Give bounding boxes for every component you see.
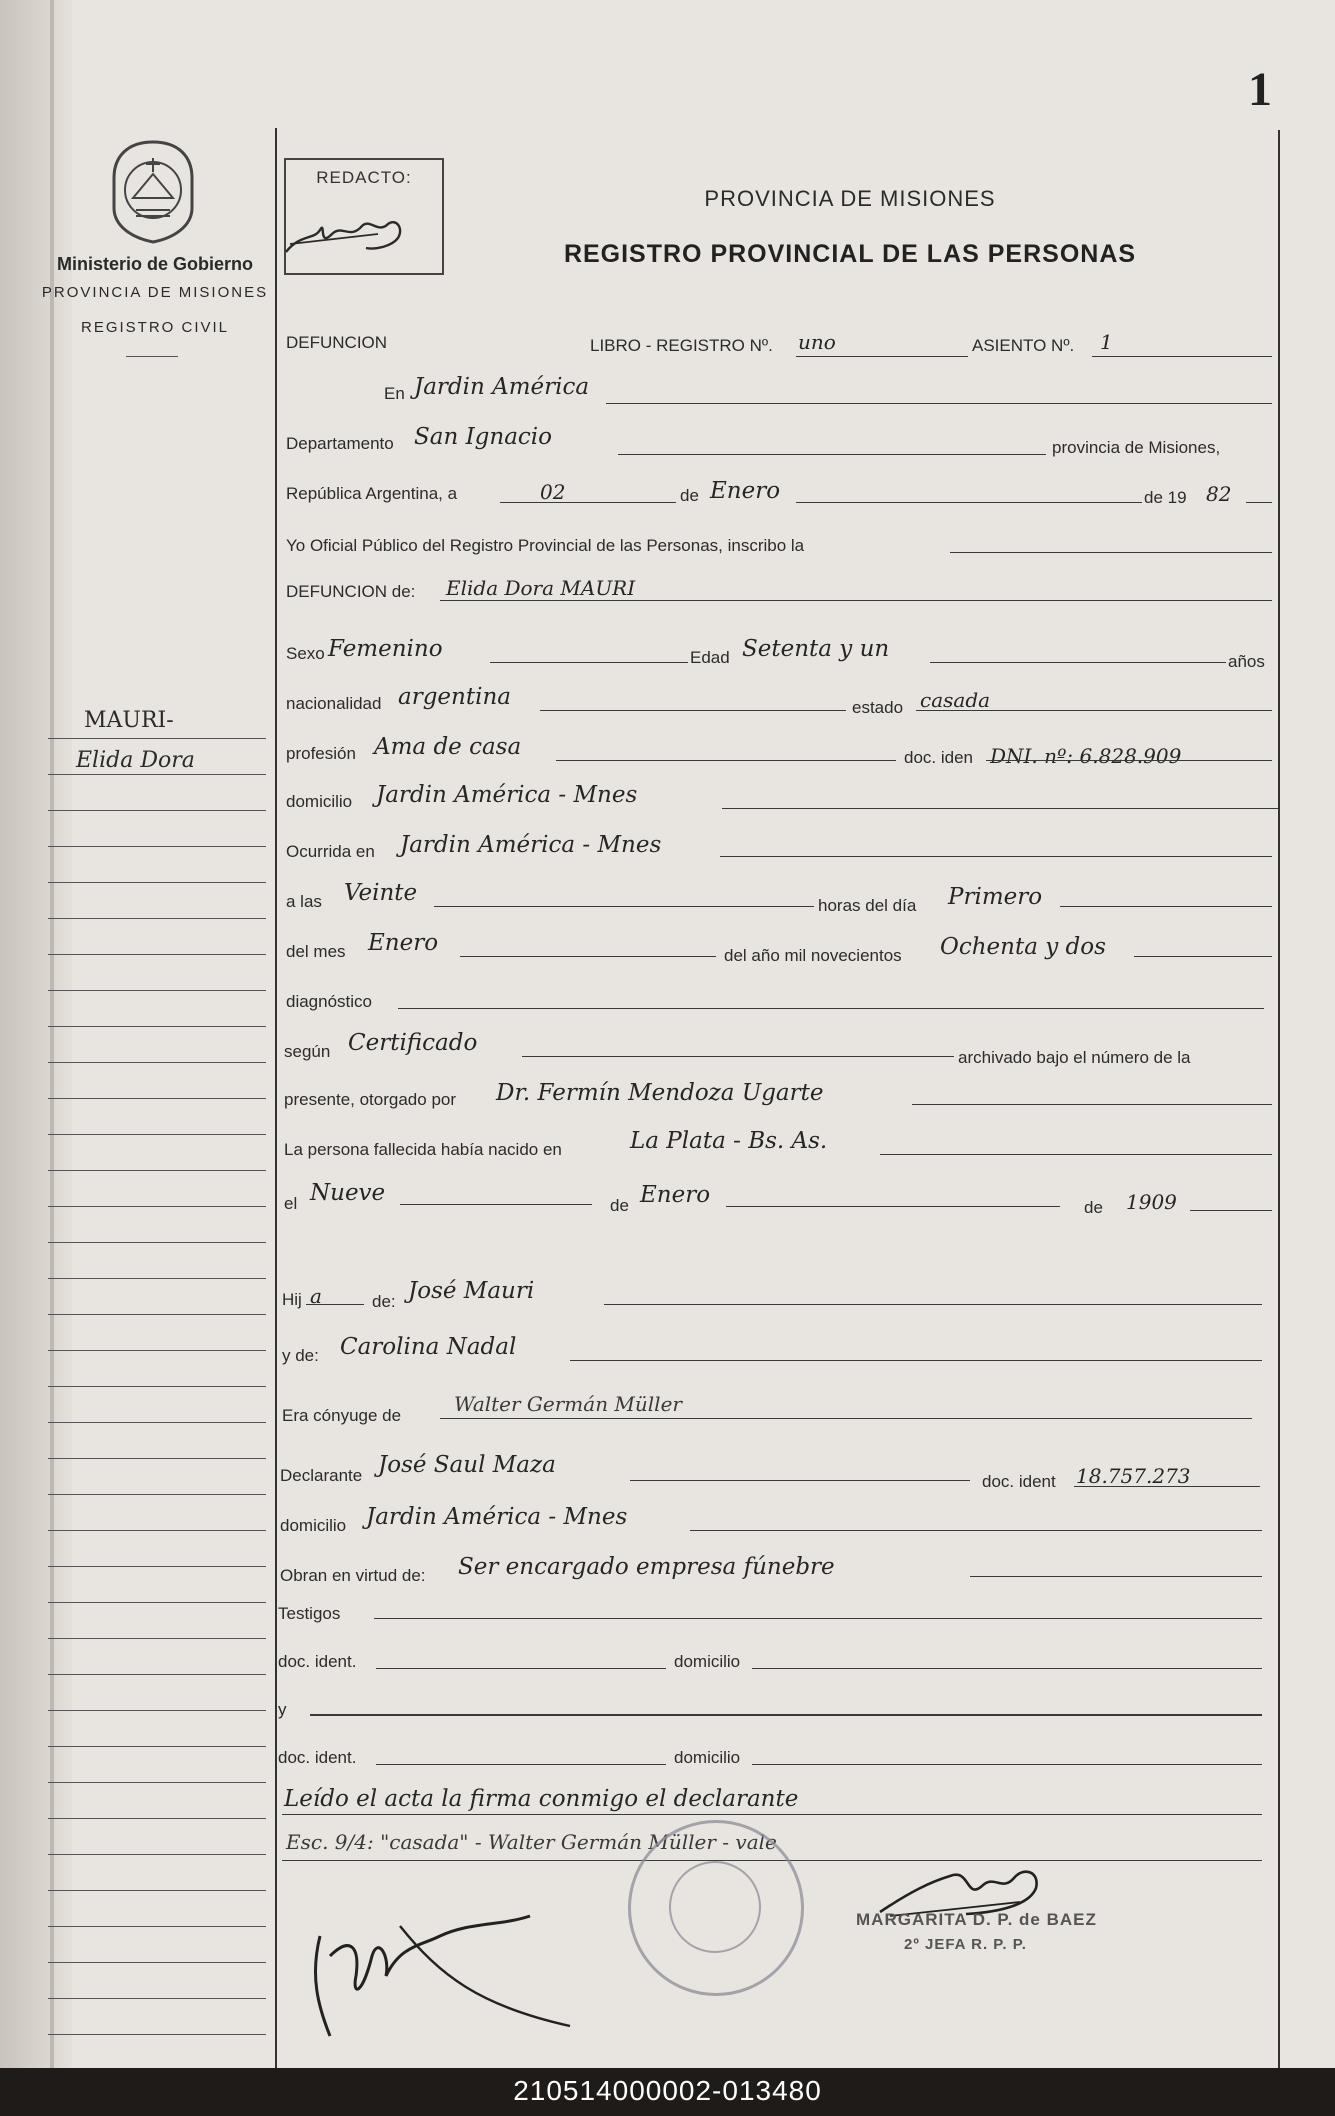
- birth-month-line: [726, 1206, 1060, 1207]
- edad-line: [930, 662, 1226, 663]
- margin-line: [48, 1458, 266, 1459]
- hija-suffix: a: [310, 1284, 322, 1308]
- month-line: [796, 502, 1142, 503]
- stamp-crest-icon: [669, 1861, 761, 1953]
- sexo-label: Sexo: [286, 644, 325, 663]
- margin-line: [48, 1998, 266, 1999]
- libro-value: uno: [798, 330, 836, 354]
- declarante-line: [630, 1480, 970, 1481]
- margin-line: [48, 1422, 266, 1423]
- closing-note: Leído el acta la firma conmigo el declarante: [284, 1786, 799, 1812]
- left-frame-line: [275, 128, 277, 2068]
- redacto-box: [284, 158, 444, 275]
- official-name: MARGARITA D. P. de BAEZ: [856, 1910, 1097, 1929]
- libro-label: LIBRO - REGISTRO Nº.: [590, 336, 773, 355]
- obran-line: [970, 1576, 1262, 1577]
- margin-line: [48, 846, 266, 847]
- declarante-value: José Saul Maza: [378, 1452, 556, 1478]
- y-label: y: [278, 1700, 287, 1719]
- margin-line: [48, 1818, 266, 1819]
- margin-line: [48, 810, 266, 811]
- republica-label: República Argentina, a: [286, 484, 458, 503]
- presente-value: Dr. Fermín Mendoza Ugarte: [496, 1080, 824, 1106]
- margin-line: [48, 1386, 266, 1387]
- edad-label: Edad: [690, 648, 730, 667]
- sexo-value: Femenino: [328, 636, 443, 662]
- page-number: 1: [1248, 63, 1272, 116]
- margin-line: [48, 1530, 266, 1531]
- nacionalidad-label: nacionalidad: [286, 694, 382, 713]
- margin-line: [48, 1566, 266, 1567]
- decl-domicilio-value: Jardin América - Mnes: [366, 1504, 628, 1530]
- provincia-label: provincia de Misiones,: [1052, 438, 1221, 457]
- margin-line: [48, 1782, 266, 1783]
- day-line: [500, 502, 676, 503]
- madre-name: Carolina Nadal: [340, 1334, 517, 1360]
- de2-label: de: [610, 1196, 629, 1215]
- margin-line: [48, 1962, 266, 1963]
- margin-line: [48, 1062, 266, 1063]
- birth-year-line: [1190, 1210, 1272, 1211]
- del-mes-label: del mes: [286, 942, 346, 961]
- ocurrida-value: Jardin América - Mnes: [400, 832, 662, 858]
- testigo2-doc-line: [376, 1764, 666, 1765]
- closing-line: [282, 1814, 1262, 1815]
- margin-line: [48, 1638, 266, 1639]
- segun-value: Certificado: [348, 1030, 478, 1056]
- doc-iden-label: doc. iden: [904, 748, 973, 767]
- conyuge-line: [440, 1418, 1252, 1419]
- province-heading: PROVINCIA DE MISIONES: [704, 186, 996, 211]
- estado-value: casada: [920, 688, 991, 712]
- diagnostico-line: [398, 1008, 1264, 1009]
- libro-line: [796, 356, 968, 357]
- a-las-value: Veinte: [344, 880, 418, 906]
- margin-line: [48, 1278, 266, 1279]
- anio-line: [1134, 956, 1272, 957]
- margin-line: [48, 990, 266, 991]
- obran-value: Ser encargado empresa fúnebre: [458, 1554, 835, 1580]
- year-value: 82: [1206, 482, 1232, 506]
- edad-value: Setenta y un: [742, 636, 890, 662]
- anio-label: del año mil novecientos: [724, 946, 902, 965]
- profesion-label: profesión: [286, 744, 356, 763]
- ministry-office: REGISTRO CIVIL: [80, 319, 230, 336]
- testigo2-dom-line: [752, 1764, 1262, 1765]
- del-mes-value: Enero: [368, 930, 439, 956]
- hija-de-label: de:: [372, 1292, 396, 1311]
- domicilio-value: Jardin América - Mnes: [376, 782, 638, 808]
- margin-line: [48, 1854, 266, 1855]
- margin-given-name: Elida Dora: [76, 748, 195, 773]
- ocurrida-label: Ocurrida en: [286, 842, 375, 861]
- del-mes-line: [460, 956, 716, 957]
- margin-line: [48, 1926, 266, 1927]
- segun-label: según: [284, 1042, 331, 1061]
- testigo1-dom-label: domicilio: [674, 1652, 741, 1671]
- footer-document-id: 210514000002-013480: [513, 2075, 822, 2106]
- correction-note: Esc. 9/4: "casada" - Walter Germán Müller - vale: [286, 1830, 777, 1854]
- margin-line: [48, 1098, 266, 1099]
- asiento-line: [1092, 356, 1272, 357]
- margin-line: [48, 954, 266, 955]
- testigo2-doc-label: doc. ident.: [278, 1748, 357, 1767]
- margin-line: [48, 1674, 266, 1675]
- en-line: [606, 403, 1272, 404]
- el-value: Nueve: [310, 1180, 386, 1206]
- ocurrida-line: [720, 856, 1272, 857]
- official-stamp: [628, 1820, 804, 1996]
- presente-line: [912, 1104, 1272, 1105]
- decl-domicilio-label: domicilio: [280, 1516, 347, 1535]
- en-value: Jardin América: [414, 374, 590, 400]
- margin-line: [48, 1746, 266, 1747]
- anos-label: años: [1228, 652, 1265, 671]
- segun-line: [522, 1056, 954, 1057]
- year-label: de 19: [1144, 488, 1187, 507]
- asiento-label: ASIENTO Nº.: [972, 336, 1075, 355]
- doc-iden-line: [986, 760, 1272, 761]
- ministry-rule: [126, 356, 178, 357]
- margin-line: [48, 2034, 266, 2035]
- nacido-line: [880, 1154, 1272, 1155]
- declarante-label: Declarante: [280, 1466, 363, 1485]
- estado-label: estado: [852, 698, 904, 717]
- hija-line: [306, 1304, 364, 1305]
- domicilio-line: [722, 808, 1278, 809]
- margin-line: [48, 1134, 266, 1135]
- page-fold: [50, 0, 54, 2068]
- margin-line: [48, 774, 266, 775]
- margin-line: [48, 738, 266, 739]
- decl-domicilio-line: [690, 1530, 1262, 1531]
- asiento-value: 1: [1100, 330, 1113, 354]
- hija-label: Hij: [282, 1290, 302, 1309]
- decl-doc-value: 18.757.273: [1076, 1464, 1191, 1488]
- en-label: En: [384, 384, 405, 403]
- redacto-initials-signature: [280, 204, 430, 264]
- profesion-value: Ama de casa: [374, 734, 522, 760]
- archivado-label: archivado bajo el número de la: [958, 1048, 1191, 1067]
- doc-iden-value: DNI. nº: 6.828.909: [990, 744, 1182, 768]
- nacionalidad-value: argentina: [398, 684, 511, 710]
- redacto-label: REDACTO:: [316, 168, 412, 187]
- el-line: [400, 1204, 592, 1205]
- presente-label: presente, otorgado por: [284, 1090, 457, 1109]
- margin-line: [48, 1170, 266, 1171]
- conyuge-label: Era cónyuge de: [282, 1406, 402, 1425]
- profesion-line: [556, 760, 896, 761]
- margin-line: [48, 918, 266, 919]
- testigos-label: Testigos: [278, 1604, 341, 1623]
- margin-line: [48, 1350, 266, 1351]
- declarant-signature: [300, 1886, 600, 2056]
- nacido-label: La persona fallecida había nacido en: [284, 1140, 562, 1159]
- horas-line: [1060, 906, 1272, 907]
- footer-bar: [0, 2068, 1335, 2116]
- margin-line: [48, 1026, 266, 1027]
- ministry-province: PROVINCIA DE MISIONES: [41, 284, 269, 301]
- a-las-label: a las: [286, 892, 322, 911]
- obran-label: Obran en virtud de:: [280, 1566, 426, 1585]
- estado-line: [916, 710, 1272, 711]
- margin-line: [48, 1206, 266, 1207]
- conyuge-value: Walter Germán Müller: [454, 1392, 682, 1416]
- day-value: 02: [540, 480, 566, 504]
- domicilio-label: domicilio: [286, 792, 353, 811]
- testigo1-doc-line: [376, 1668, 666, 1669]
- de-label: de: [680, 486, 699, 505]
- departamento-line: [618, 454, 1046, 455]
- padre-name: José Mauri: [408, 1278, 535, 1304]
- margin-line: [48, 1602, 266, 1603]
- page-edge: [0, 0, 72, 2068]
- nacido-value: La Plata - Bs. As.: [630, 1128, 828, 1154]
- horas-value: Primero: [948, 884, 1043, 910]
- record-type: DEFUNCION: [286, 333, 388, 352]
- margin-surname: MAURI-: [84, 708, 174, 733]
- nacionalidad-line: [540, 710, 846, 711]
- margin-line: [48, 882, 266, 883]
- testigo2-dom-label: domicilio: [674, 1748, 741, 1767]
- oficial-text: Yo Oficial Público del Registro Provincial de las Personas, inscribo la: [286, 536, 805, 555]
- y-line: [310, 1714, 1262, 1716]
- month-value: Enero: [710, 478, 781, 504]
- anio-value: Ochenta y dos: [940, 934, 1106, 960]
- decl-doc-line: [1074, 1486, 1260, 1487]
- oficial-line: [950, 552, 1272, 553]
- margin-line: [48, 1710, 266, 1711]
- padre-line: [604, 1304, 1262, 1305]
- madre-line: [570, 1360, 1262, 1361]
- y-de-label: y de:: [282, 1346, 319, 1365]
- margin-line: [48, 1242, 266, 1243]
- el-label: el: [284, 1194, 298, 1213]
- testigos-line: [374, 1618, 1262, 1619]
- sexo-line: [490, 662, 688, 663]
- deceased-line: [440, 600, 1272, 601]
- crest-icon: [108, 138, 198, 244]
- deceased-name: Elida Dora MAURI: [446, 576, 636, 600]
- year-line: [1246, 502, 1272, 503]
- testigo1-doc-label: doc. ident.: [278, 1652, 357, 1671]
- birth-year: 1909: [1126, 1190, 1177, 1214]
- diagnostico-label: diagnóstico: [286, 992, 373, 1011]
- horas-label: horas del día: [818, 896, 917, 915]
- decl-doc-label: doc. ident: [982, 1472, 1056, 1491]
- official-title: 2º JEFA R. P. P.: [904, 1936, 1027, 1953]
- margin-line: [48, 1890, 266, 1891]
- ministry-name: Ministerio de Gobierno: [56, 254, 253, 274]
- defuncion-de-label: DEFUNCION de:: [286, 582, 416, 601]
- de3-label: de: [1084, 1198, 1103, 1217]
- right-frame-line: [1278, 130, 1280, 2068]
- departamento-label: Departamento: [286, 434, 394, 453]
- departamento-value: San Ignacio: [414, 424, 553, 450]
- a-las-line: [434, 906, 814, 907]
- testigo1-dom-line: [752, 1668, 1262, 1669]
- margin-line: [48, 1494, 266, 1495]
- margin-line: [48, 1314, 266, 1315]
- birth-month: Enero: [640, 1182, 711, 1208]
- registry-title: REGISTRO PROVINCIAL DE LAS PERSONAS: [563, 240, 1137, 268]
